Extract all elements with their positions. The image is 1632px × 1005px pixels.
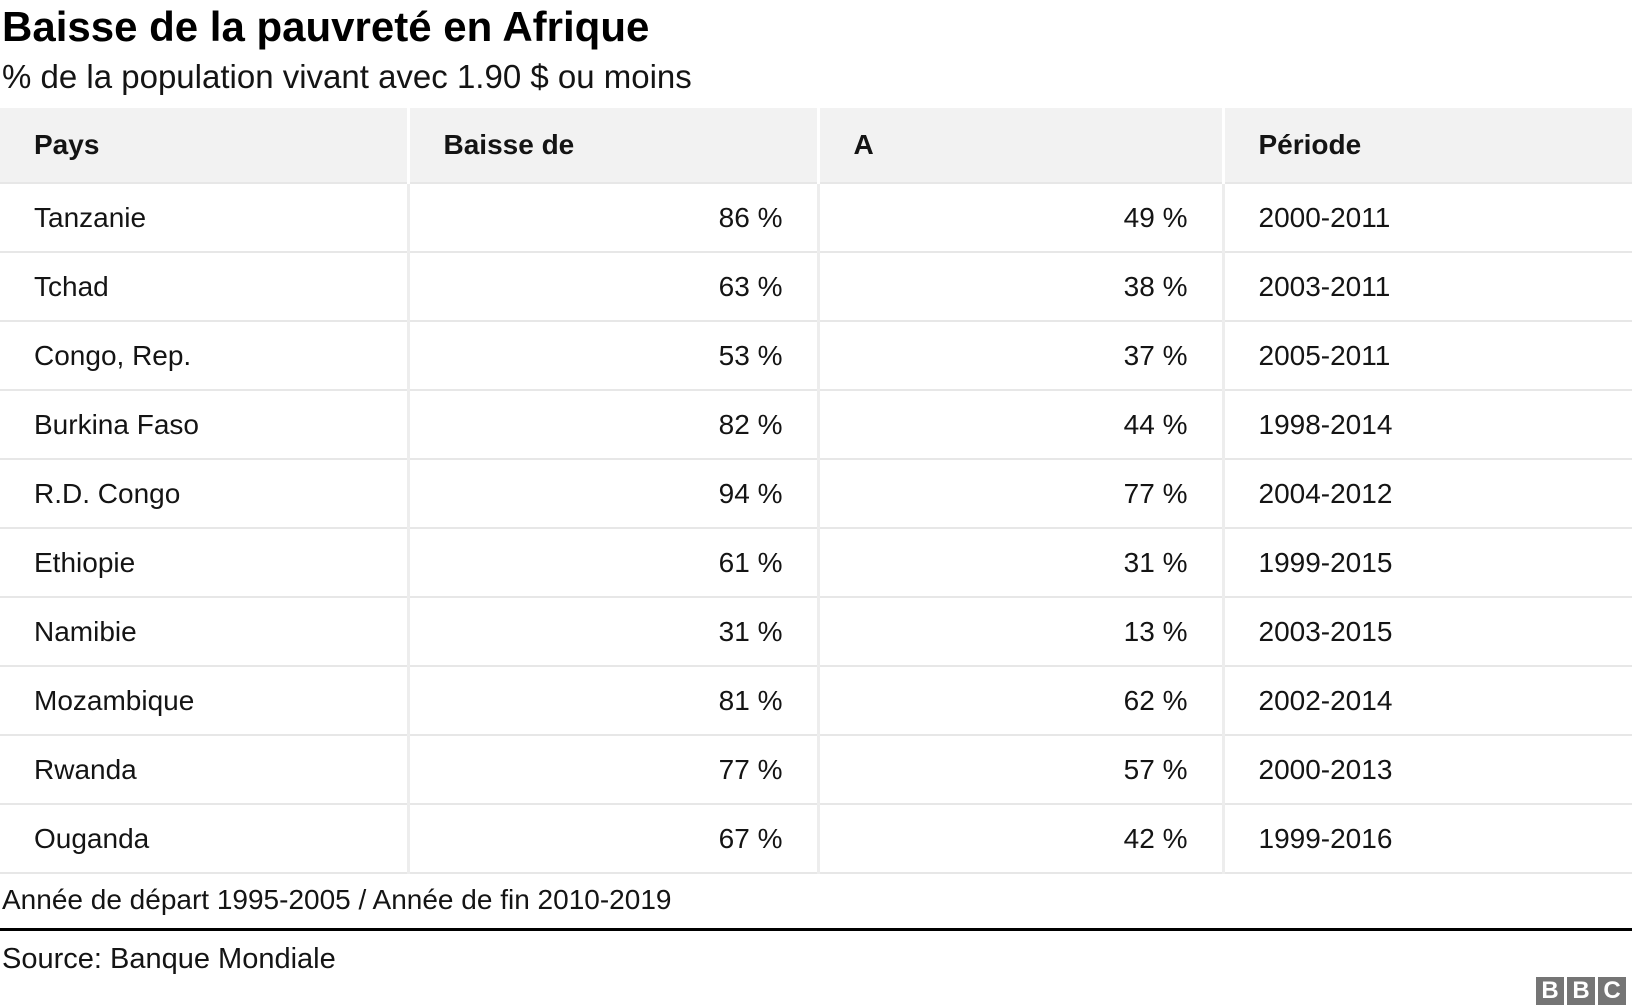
cell-periode: 1999-2016 xyxy=(1223,804,1632,873)
table-row xyxy=(0,390,1632,459)
cell-a: 62 % xyxy=(818,666,1223,735)
chart-footnote: Année de départ 1995-2005 / Année de fin 2010-2019 xyxy=(2,884,672,916)
cell-periode: 2003-2011 xyxy=(1223,252,1632,321)
table-row xyxy=(0,597,1632,666)
cell-baisse-de: 86 % xyxy=(408,183,818,252)
cell-pays: Namibie xyxy=(0,597,408,666)
table-row xyxy=(0,735,1632,804)
column-header-periode: Période xyxy=(1223,108,1632,183)
source-label: Source: Banque Mondiale xyxy=(2,943,336,976)
cell-periode: 1998-2014 xyxy=(1223,390,1632,459)
cell-periode: 2000-2011 xyxy=(1223,183,1632,252)
cell-baisse-de: 63 % xyxy=(408,252,818,321)
cell-baisse-de: 94 % xyxy=(408,459,818,528)
cell-a: 77 % xyxy=(818,459,1223,528)
table-row xyxy=(0,666,1632,735)
cell-baisse-de: 31 % xyxy=(408,597,818,666)
cell-a: 57 % xyxy=(818,735,1223,804)
cell-baisse-de: 77 % xyxy=(408,735,818,804)
cell-pays: Mozambique xyxy=(0,666,408,735)
cell-pays: R.D. Congo xyxy=(0,459,408,528)
cell-pays: Ethiopie xyxy=(0,528,408,597)
chart-subtitle: % de la population vivant avec 1.90 $ ou moins xyxy=(2,58,692,96)
cell-baisse-de: 53 % xyxy=(408,321,818,390)
cell-pays: Tchad xyxy=(0,252,408,321)
chart-page xyxy=(0,4,1632,1004)
table-row xyxy=(0,804,1632,873)
bbc-logo-letter: C xyxy=(1598,977,1626,1005)
cell-pays: Rwanda xyxy=(0,735,408,804)
cell-pays: Burkina Faso xyxy=(0,390,408,459)
cell-a: 42 % xyxy=(818,804,1223,873)
table-header xyxy=(0,108,1632,183)
cell-periode: 2002-2014 xyxy=(1223,666,1632,735)
cell-periode: 2000-2013 xyxy=(1223,735,1632,804)
cell-a: 44 % xyxy=(818,390,1223,459)
cell-baisse-de: 81 % xyxy=(408,666,818,735)
cell-baisse-de: 61 % xyxy=(408,528,818,597)
table-row xyxy=(0,528,1632,597)
cell-a: 38 % xyxy=(818,252,1223,321)
bbc-logo-letter: B xyxy=(1536,977,1564,1005)
table-row xyxy=(0,183,1632,252)
cell-baisse-de: 82 % xyxy=(408,390,818,459)
cell-a: 31 % xyxy=(818,528,1223,597)
bbc-logo-letter: B xyxy=(1567,977,1595,1005)
column-header-baisse-de: Baisse de xyxy=(408,108,818,183)
cell-baisse-de: 67 % xyxy=(408,804,818,873)
bbc-logo xyxy=(1536,977,1626,1005)
table-row xyxy=(0,459,1632,528)
table-row xyxy=(0,252,1632,321)
cell-pays: Ouganda xyxy=(0,804,408,873)
column-header-pays: Pays xyxy=(0,108,408,183)
cell-periode: 2005-2011 xyxy=(1223,321,1632,390)
column-header-a: A xyxy=(818,108,1223,183)
table-row xyxy=(0,321,1632,390)
cell-periode: 1999-2015 xyxy=(1223,528,1632,597)
chart-title: Baisse de la pauvreté en Afrique xyxy=(2,3,650,50)
cell-pays: Tanzanie xyxy=(0,183,408,252)
cell-a: 49 % xyxy=(818,183,1223,252)
cell-pays: Congo, Rep. xyxy=(0,321,408,390)
chart-footer xyxy=(0,931,1632,1005)
cell-a: 13 % xyxy=(818,597,1223,666)
cell-periode: 2004-2012 xyxy=(1223,459,1632,528)
table-header-row xyxy=(0,108,1632,183)
cell-periode: 2003-2015 xyxy=(1223,597,1632,666)
poverty-table xyxy=(0,108,1632,874)
cell-a: 37 % xyxy=(818,321,1223,390)
table-body xyxy=(0,183,1632,873)
